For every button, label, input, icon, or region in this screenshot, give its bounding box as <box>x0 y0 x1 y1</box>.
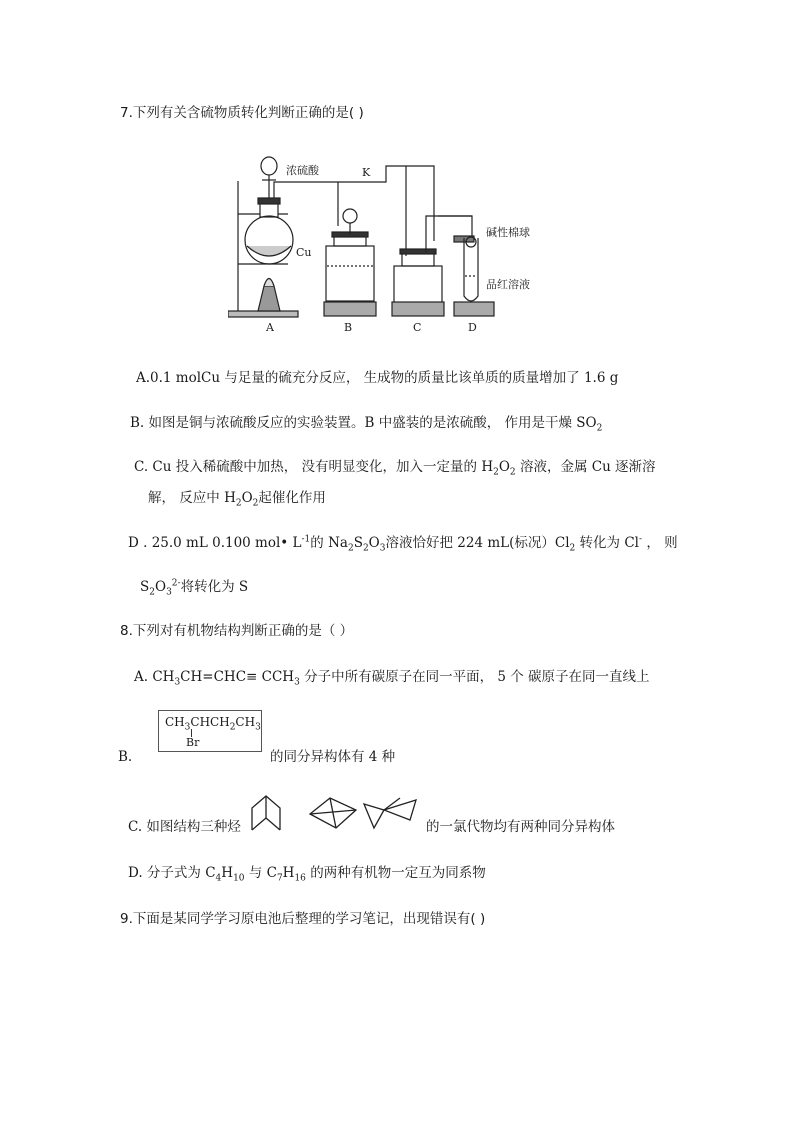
q7-option-a: A.0.1 molCu 与足量的硫充分反应， 生成物的质量比该单质的质量增加了 1.6 g <box>136 370 619 386</box>
q8-option-c: C. 如图结构三种烃 <box>128 819 241 835</box>
cotton-label: 碱性棉球 <box>486 226 530 239</box>
q7-option-d-line1: D . 25.0 mL 0.100 mol• $L^{-1}$的 $Na_2S_2O_3$溶液恰好把 224 mL(标况）$Cl_2$ 转化为 Cl- ， 则 <box>128 534 678 554</box>
hydrocarbon-structures <box>250 790 424 836</box>
q8-option-a: A. $CH_3CH=CHC\equiv CCH_3$ 分子中所有碳原子在同一平面， 5 个 碳原子在同一直线上 <box>134 669 650 688</box>
q8-stem: 8.下列对有机物结构判断正确的是（ ） <box>120 623 354 639</box>
q8-option-b-label: B. <box>118 749 133 765</box>
q7-option-c-line1: C. Cu 投入稀硫酸中加热， 没有明显变化，加入一定量的 $H_2O_2$ 溶液，金属 Cu 逐渐溶 <box>134 459 656 478</box>
structure-3 <box>364 804 384 828</box>
label-d: D <box>468 321 477 334</box>
apparatus-figure <box>228 146 558 336</box>
stand-base <box>228 311 298 317</box>
bromobutane-formula: $CH_3CHCH_2CH_3$ <box>165 715 261 733</box>
label-a: A <box>266 321 274 334</box>
q7-option-c-line2: 解， 反应中 $H_2O_2$起催化作用 <box>148 490 326 509</box>
q8-option-c-tail: 的一氯代物均有两种同分异构体 <box>426 819 615 835</box>
q8-option-b-tail: 的同分异构体有 4 种 <box>270 749 396 765</box>
q8-option-d: D. 分子式为 $C_4H_{10}$ 与 $C_7H_{16}$ 的两种有机物一定互为同系物 <box>128 865 486 884</box>
cu-label: Cu <box>296 246 312 259</box>
label-b: B <box>344 321 353 334</box>
q9-stem: 9.下面是某同学学习原电池后整理的学习笔记，出现错误有( ) <box>120 911 486 927</box>
label-c: C <box>413 321 422 334</box>
acid-label: 浓硫酸 <box>286 164 319 177</box>
q7-stem: 7.下列有关含硫物质转化判断正确的是( ) <box>120 105 364 121</box>
k-label: K <box>362 166 371 179</box>
q7-option-b: B. 如图是铜与浓硫酸反应的实验装置。B 中盛装的是浓硫酸， 作用是干燥 $SO_2$ <box>130 415 603 434</box>
q7-option-d-line2: $S_2O_3^{2-}$将转化为 S <box>140 578 249 598</box>
bromine-label: Br <box>186 736 200 749</box>
bromobutane-structure <box>158 710 262 752</box>
pinhong-label: 品红溶液 <box>486 278 530 291</box>
